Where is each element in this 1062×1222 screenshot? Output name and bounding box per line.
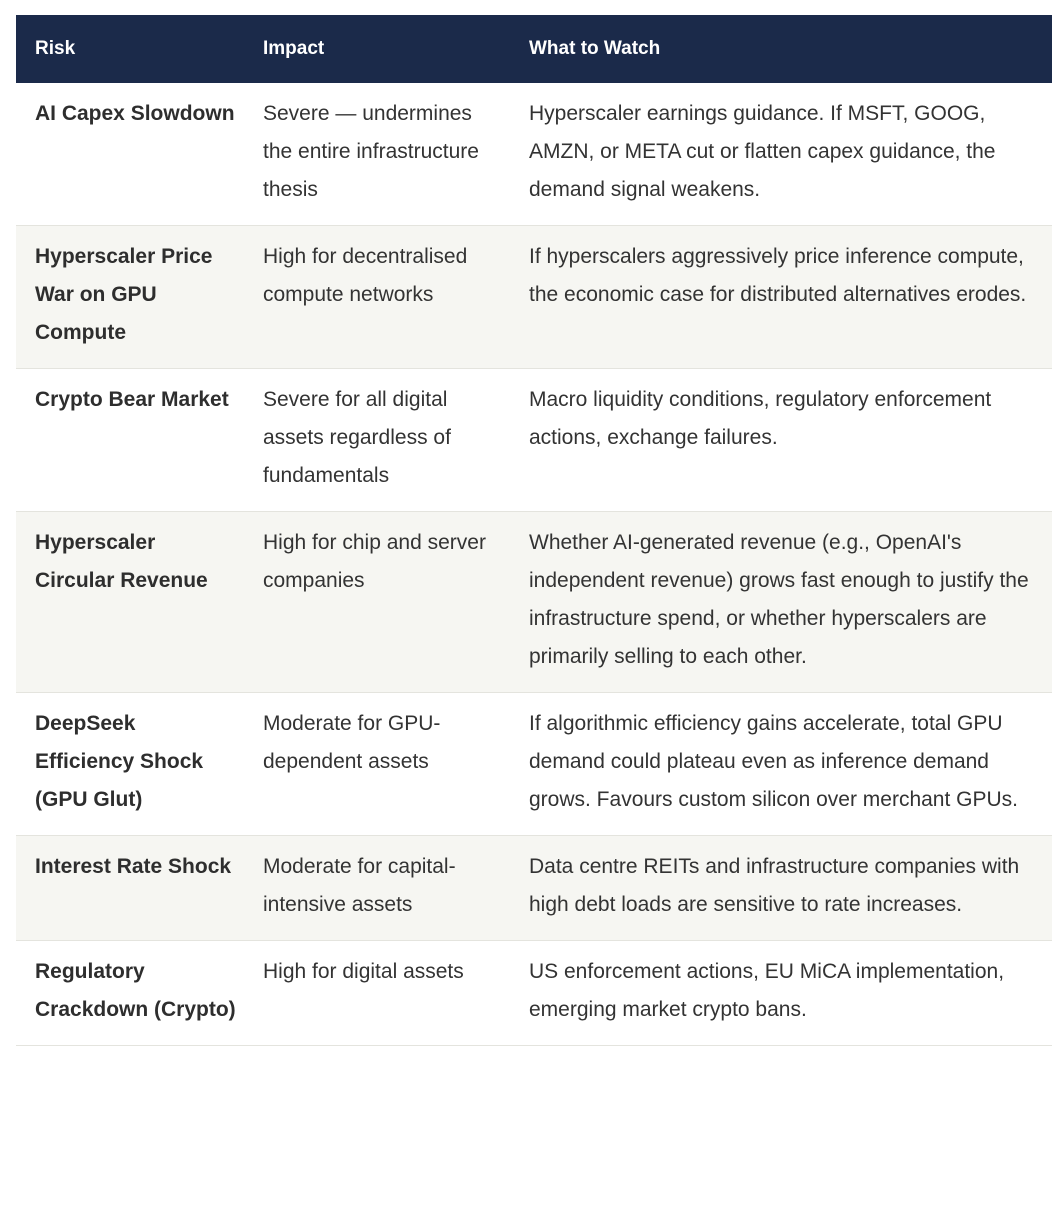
impact-cell: High for decentralised compute networks [244, 226, 510, 369]
impact-cell: High for chip and server companies [244, 512, 510, 693]
impact-cell: Severe for all digital assets regardless of fundamentals [244, 369, 510, 512]
watch-cell: If algorithmic efficiency gains accelerate, total GPU demand could plateau even as inference demand grows. Favours custom silicon over merchant GPUs. [510, 693, 1052, 836]
risk-cell: Regulatory Crackdown (Crypto) [16, 941, 244, 1046]
table-row [16, 83, 1052, 226]
risk-cell: Crypto Bear Market [16, 369, 244, 512]
header-risk: Risk [16, 15, 244, 83]
risk-cell: AI Capex Slowdown [16, 83, 244, 226]
table-row [16, 369, 1052, 512]
impact-cell: Severe — undermines the entire infrastructure thesis [244, 83, 510, 226]
watch-cell: If hyperscalers aggressively price inference compute, the economic case for distributed alternatives erodes. [510, 226, 1052, 369]
table-row [16, 693, 1052, 836]
table-header [16, 15, 1052, 83]
risk-table-container [16, 15, 1052, 1046]
impact-cell: Moderate for GPU-dependent assets [244, 693, 510, 836]
impact-cell: Moderate for capital-intensive assets [244, 836, 510, 941]
risk-cell: DeepSeek Efficiency Shock (GPU Glut) [16, 693, 244, 836]
table-row [16, 226, 1052, 369]
risk-cell: Hyperscaler Price War on GPU Compute [16, 226, 244, 369]
watch-cell: Macro liquidity conditions, regulatory enforcement actions, exchange failures. [510, 369, 1052, 512]
watch-cell: Whether AI-generated revenue (e.g., OpenAI's independent revenue) grows fast enough to justify the infrastructure spend, or whether hyperscalers are primarily selling to each other. [510, 512, 1052, 693]
table-row [16, 512, 1052, 693]
watch-cell: Hyperscaler earnings guidance. If MSFT, GOOG, AMZN, or META cut or flatten capex guidance, the demand signal weakens. [510, 83, 1052, 226]
impact-cell: High for digital assets [244, 941, 510, 1046]
table-body [16, 83, 1052, 1046]
table-row [16, 941, 1052, 1046]
table-row [16, 836, 1052, 941]
header-row [16, 15, 1052, 83]
header-impact: Impact [244, 15, 510, 83]
header-what-to-watch: What to Watch [510, 15, 1052, 83]
risk-cell: Interest Rate Shock [16, 836, 244, 941]
watch-cell: Data centre REITs and infrastructure companies with high debt loads are sensitive to rate increases. [510, 836, 1052, 941]
risk-table [16, 15, 1052, 1046]
risk-cell: Hyperscaler Circular Revenue [16, 512, 244, 693]
watch-cell: US enforcement actions, EU MiCA implementation, emerging market crypto bans. [510, 941, 1052, 1046]
